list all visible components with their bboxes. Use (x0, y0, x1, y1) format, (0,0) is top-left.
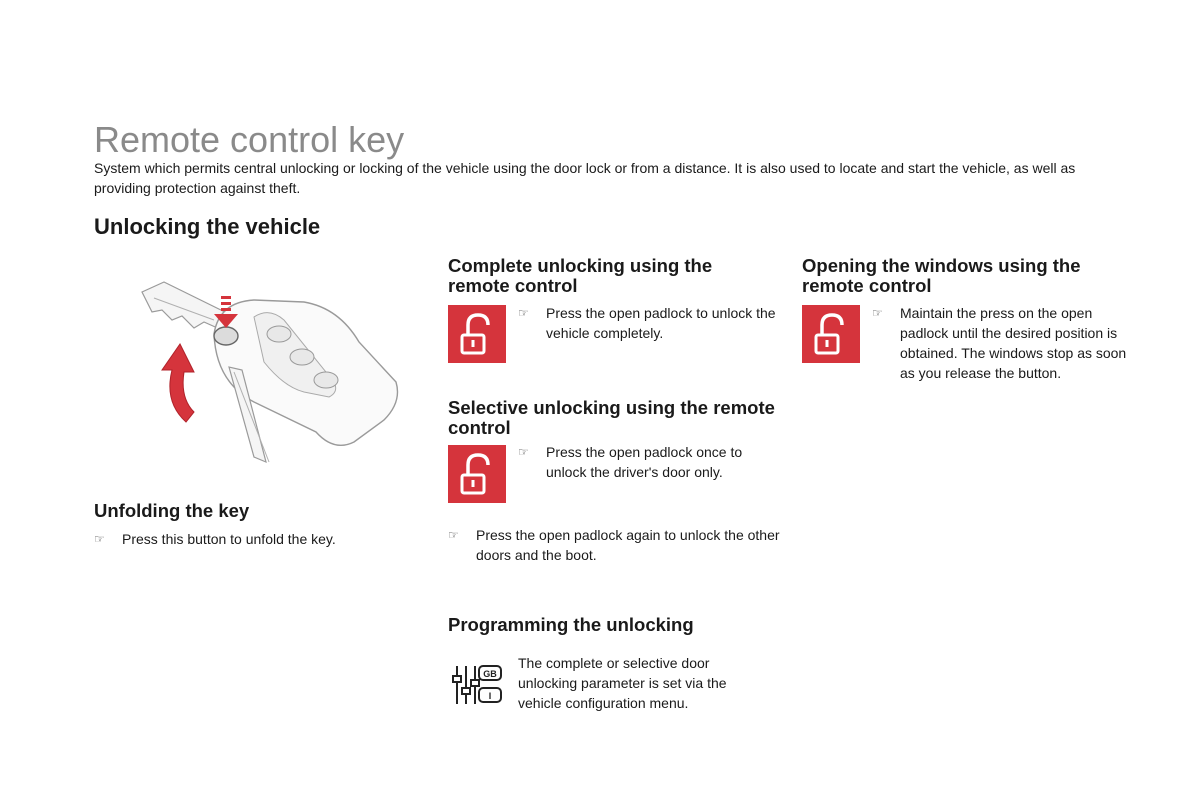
selective-unlocking-heading: Selective unlocking using the remote control (448, 397, 775, 438)
page-title: Remote control key (94, 119, 405, 160)
bullet-hand-icon: ☞ (872, 306, 883, 320)
unfolding-bullet (94, 529, 414, 549)
open-padlock-icon (448, 445, 506, 503)
selective-unlocking-text-2: Press the open padlock again to unlock the other doors and the boot. (476, 527, 780, 563)
badge-i-text: I (488, 691, 492, 701)
programming-text: The complete or selective door unlocking parameter is set via the vehicle configuration menu. (518, 655, 727, 711)
windows-bullet (872, 303, 1134, 383)
unfolding-bullet-text: Press this button to unfold the key. (122, 531, 336, 547)
bullet-hand-icon: ☞ (448, 528, 459, 542)
selective-unlocking-bullet-1 (518, 442, 780, 482)
unfolding-heading: Unfolding the key (94, 500, 250, 521)
open-padlock-icon (448, 305, 506, 363)
complete-unlocking-bullet (518, 303, 780, 343)
bullet-hand-icon: ☞ (518, 445, 529, 459)
open-padlock-icon (802, 305, 860, 363)
settings-sliders-icon (450, 664, 506, 708)
complete-unlocking-text: Press the open padlock to unlock the vehicle completely. (546, 305, 776, 341)
intro-text: System which permits central unlocking or locking of the vehicle using the door lock or from a distance. It is also used to locate and start the vehicle, as well as providing protection against theft. (94, 160, 1076, 196)
selective-unlocking-bullet-2 (448, 525, 788, 565)
programming-heading: Programming the unlocking (448, 614, 694, 635)
badge-gb-text: GB (483, 669, 497, 679)
section-heading-unlocking: Unlocking the vehicle (94, 214, 321, 239)
bullet-hand-icon: ☞ (94, 532, 105, 546)
complete-unlocking-heading: Complete unlocking using the remote control (448, 255, 713, 296)
windows-bullet-text: Maintain the press on the open padlock until the desired position is obtained. The windows stop as soon as you release the button. (900, 305, 1127, 381)
remote-key-illustration (134, 272, 404, 472)
bullet-hand-icon: ☞ (518, 306, 529, 320)
windows-heading: Opening the windows using the remote control (802, 255, 1081, 296)
selective-unlocking-text-1: Press the open padlock once to unlock the driver's door only. (546, 444, 743, 480)
